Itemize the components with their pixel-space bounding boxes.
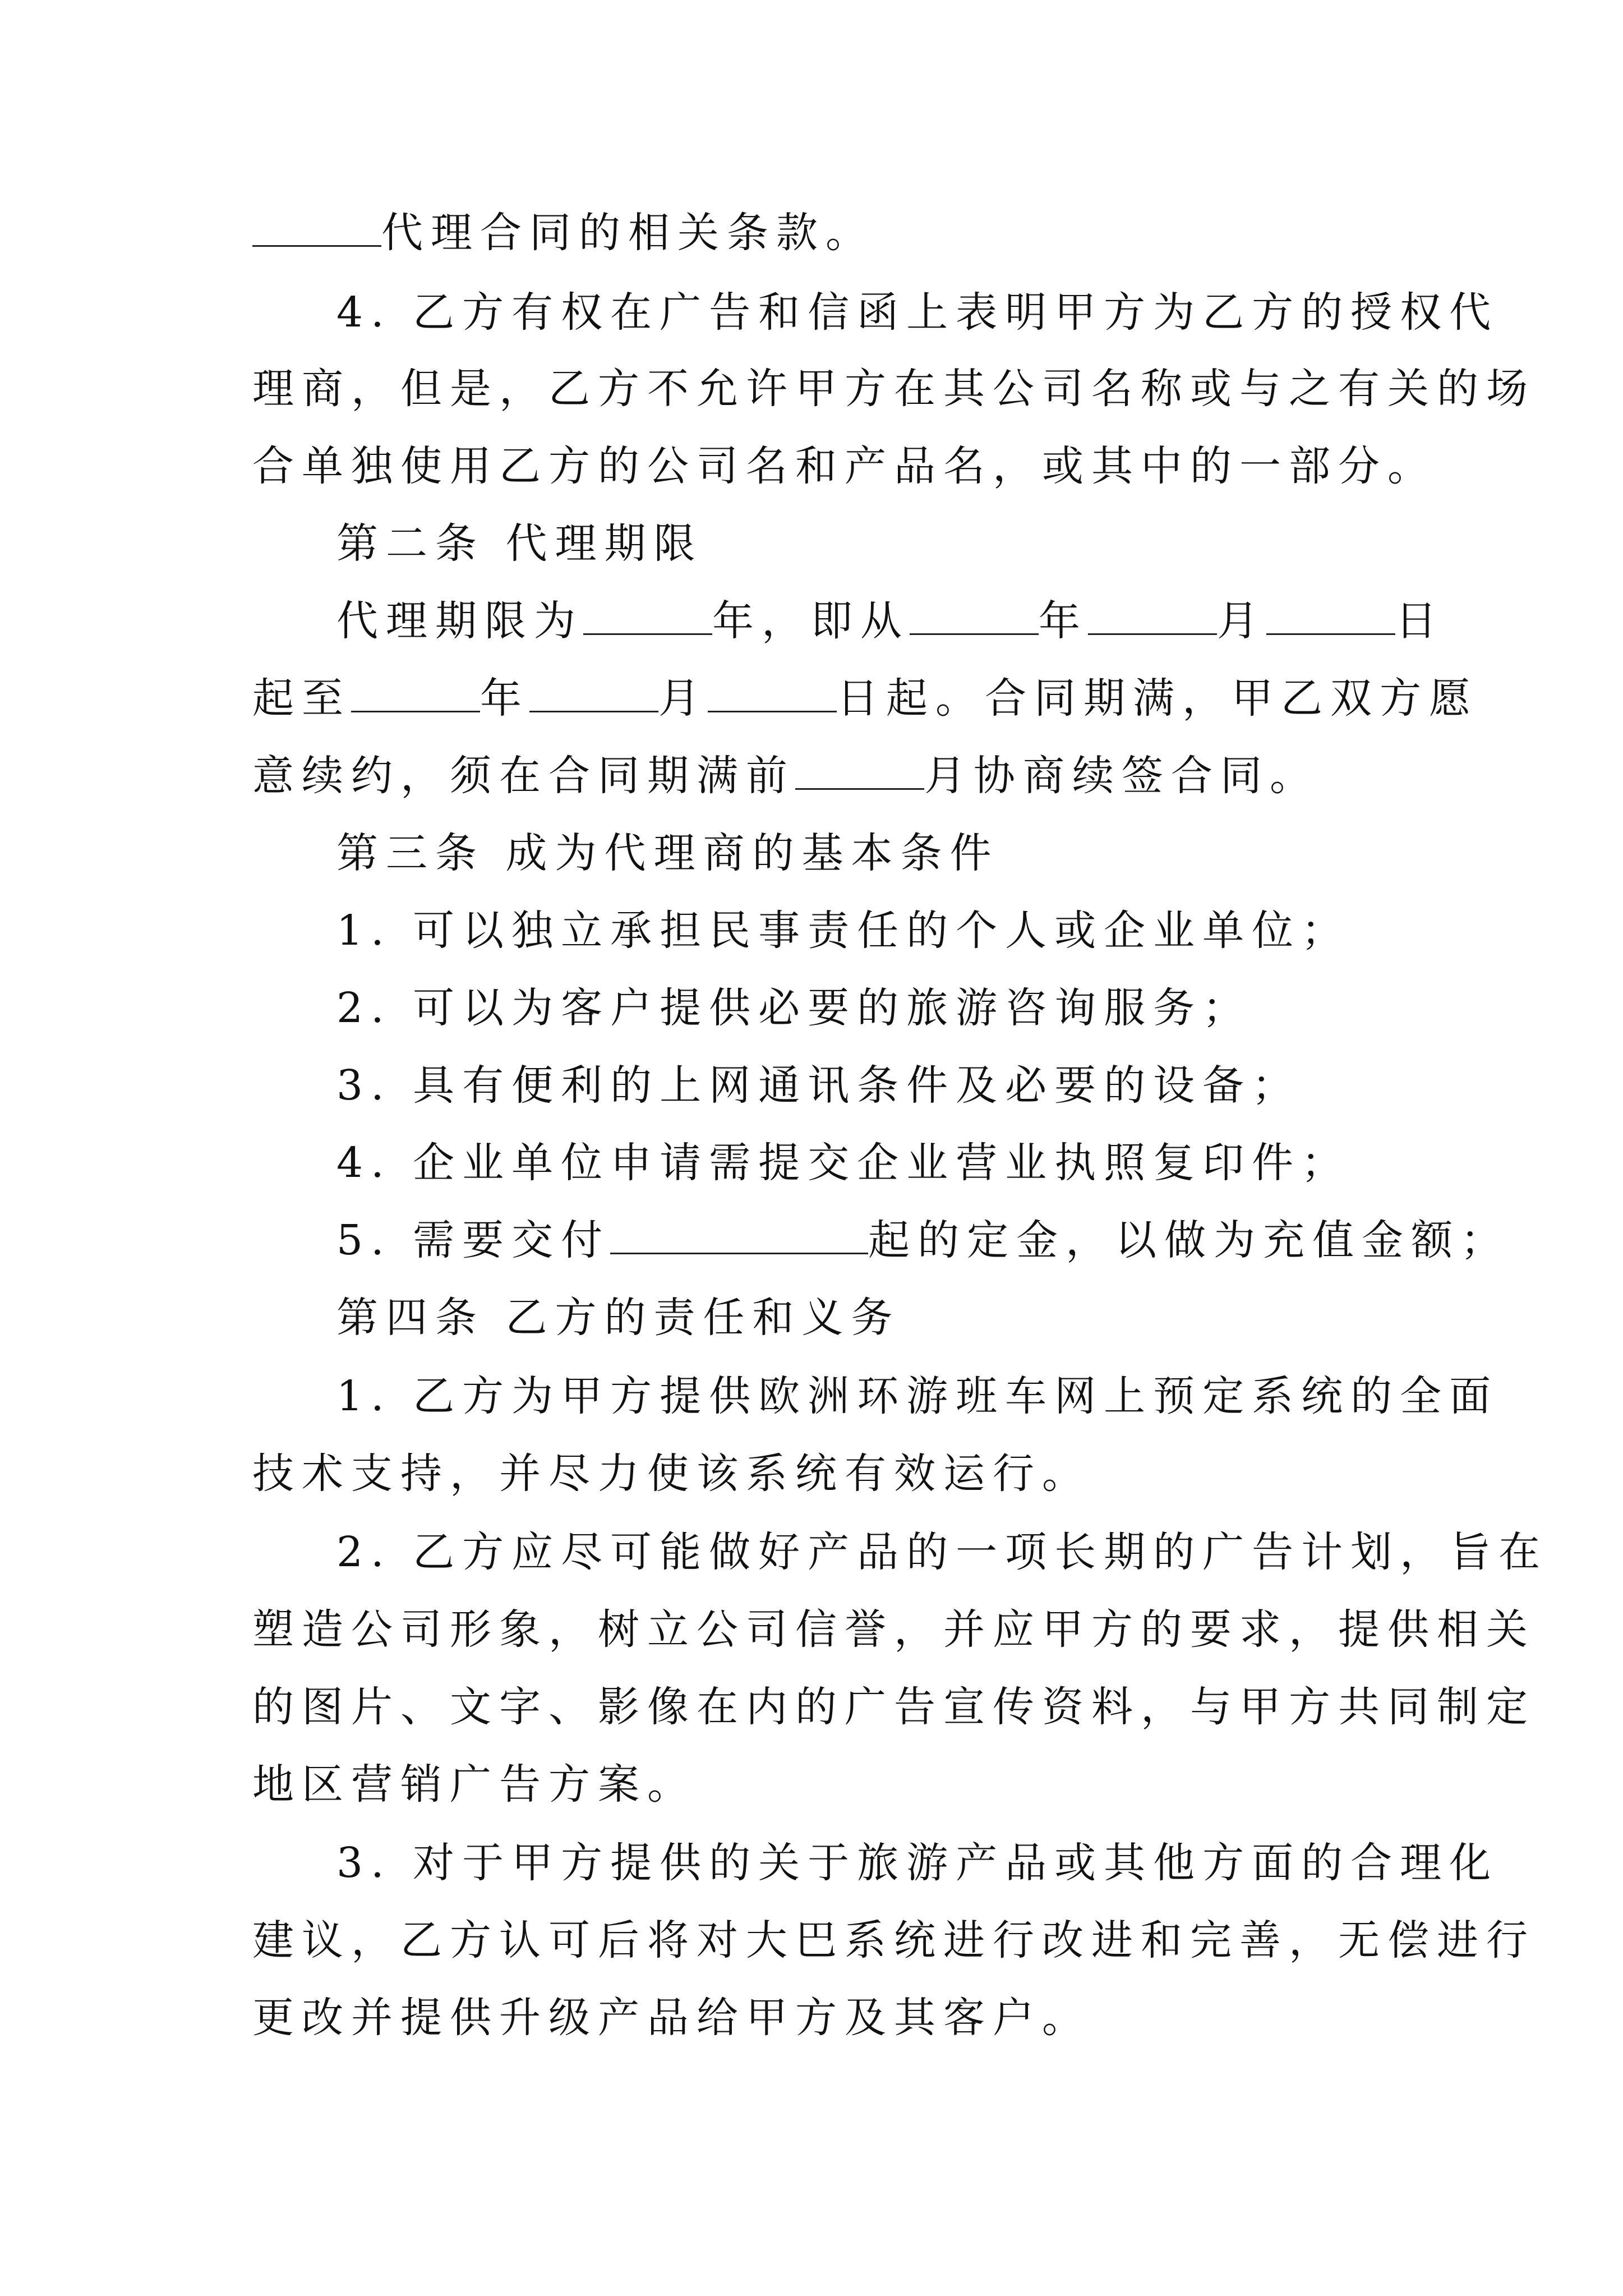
list-item [336,977,1469,1039]
list-item [336,1209,1510,1271]
line-text: 起至 [252,674,351,723]
text-line-18 [336,1521,1548,1583]
fill-in-blank[interactable] [583,599,712,635]
line-text: 地区营销广告方案。 [252,1760,697,1809]
line-text: 合单独使用乙方的公司名和产品名，或其中的一部分。 [252,442,1437,490]
fill-in-blank[interactable] [910,599,1039,635]
fill-in-blank[interactable] [708,676,837,712]
fill-in-blank[interactable] [529,676,658,712]
list-item [336,1132,1469,1194]
text-line-24 [252,1987,1385,2049]
text-line-2 [336,282,1499,343]
list-item [336,1055,1469,1116]
section-heading-4 [336,1287,1469,1349]
line-text: 1. 乙方为甲方提供欧洲环游班车网上预定系统的全面 [336,1372,1499,1420]
line-text: 2. 可以为客户提供必要的旅游咨询服务； [336,984,1252,1032]
fill-in-blank[interactable] [795,753,924,790]
line-text: 日 [1395,597,1445,645]
text-line-1 [252,202,1385,264]
heading-text: 第三条 成为代理商的基本条件 [336,829,999,877]
line-text: 塑造公司形象，树立公司信誉，并应甲方的要求，提供相关 [252,1605,1536,1654]
section-heading-3 [336,822,1469,884]
text-line-7 [252,668,1478,729]
text-line-8 [252,745,1385,807]
line-text: 更改并提供升级产品给甲方及其客户。 [252,1994,1091,2042]
fill-in-blank[interactable] [610,1218,868,1254]
line-text: 日起。合同期满，甲乙双方愿 [837,674,1478,723]
text-line-21 [252,1754,1385,1815]
section-heading-2 [336,513,1469,574]
line-text: 意续约，须在合同期满前 [252,752,795,800]
text-line-6 [336,590,1469,652]
line-text: 起的定金，以做为充值金额； [868,1216,1510,1264]
line-text: 2. 乙方应尽可能做好产品的一项长期的广告计划，旨在 [336,1528,1548,1576]
line-text: 年，即从 [712,597,910,645]
heading-text: 第二条 代理期限 [336,519,703,568]
fill-in-blank[interactable] [1266,599,1395,635]
line-text: 4. 乙方有权在广告和信函上表明甲方为乙方的授权代 [336,288,1499,337]
line-text: 代理合同的相关条款。 [381,209,875,257]
heading-text: 第四条 乙方的责任和义务 [336,1294,901,1342]
text-line-3 [252,358,1536,420]
line-text: 3. 对于甲方提供的关于旅游产品或其他方面的合理化 [336,1839,1499,1887]
line-text: 建议，乙方认可后将对大巴系统进行改进和完善，无偿进行 [252,1916,1536,1964]
list-item [336,900,1469,961]
line-text: 月 [658,674,708,723]
line-text: 年 [480,674,529,723]
text-line-16 [336,1365,1499,1427]
text-line-22 [336,1832,1499,1894]
line-text: 4. 企业单位申请需提交企业营业执照复印件； [336,1139,1351,1187]
line-text: 月 [1217,597,1266,645]
text-line-20 [252,1676,1536,1738]
line-text: 的图片、文字、影像在内的广告宣传资料，与甲方共同制定 [252,1683,1536,1731]
line-text: 代理期限为 [336,597,583,645]
fill-in-blank[interactable] [1088,599,1217,635]
line-text: 年 [1039,597,1088,645]
fill-in-blank[interactable] [252,210,381,247]
line-text: 5. 需要交付 [336,1216,611,1264]
text-line-23 [252,1910,1536,1971]
line-text: 1. 可以独立承担民事责任的个人或企业单位； [336,907,1351,955]
line-text: 技术支持，并尽力使该系统有效运行。 [252,1450,1091,1498]
fill-in-blank[interactable] [351,676,480,712]
text-line-19 [252,1599,1536,1660]
line-text: 理商，但是，乙方不允许甲方在其公司名称或与之有关的场 [252,365,1536,413]
text-line-4 [252,435,1437,497]
line-text: 月协商续签合同。 [924,752,1319,800]
text-line-17 [252,1443,1385,1504]
line-text: 3. 具有便利的上网通讯条件及必要的设备； [336,1061,1302,1110]
